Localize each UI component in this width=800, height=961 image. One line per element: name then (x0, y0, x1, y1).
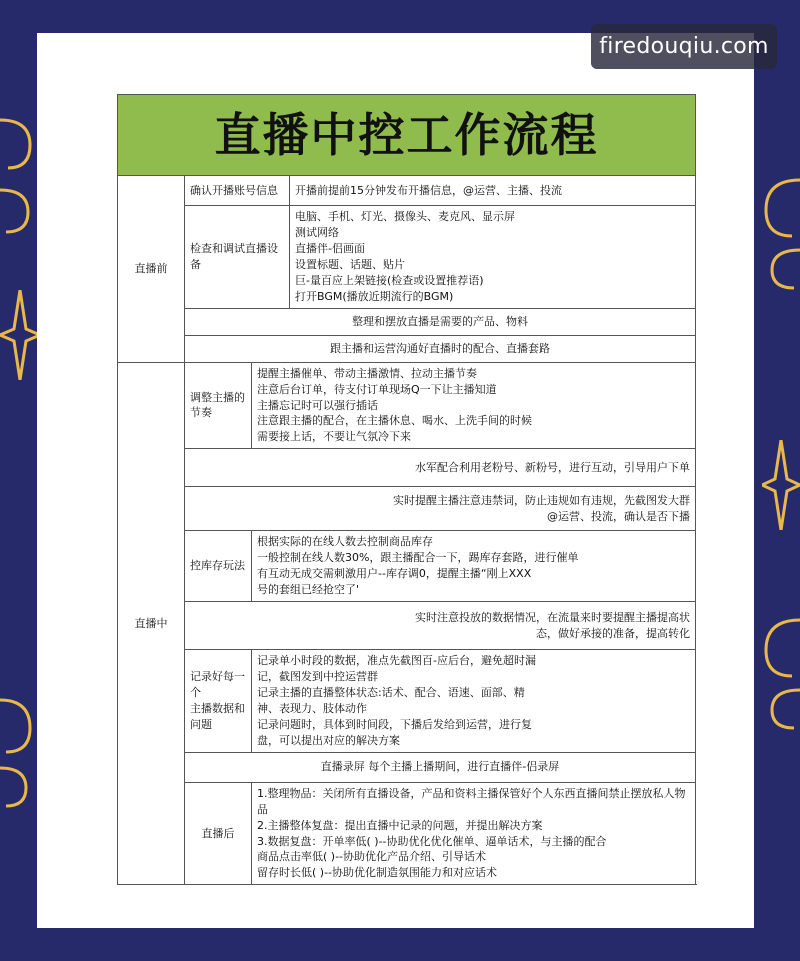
detail-line: 注意跟主播的配合，在主播休息、喝水、上洗手间的时候 (257, 414, 532, 428)
detail-line: 1.整理物品：关闭所有直播设备，产品和资料主播保管好个人东西直播间禁止摆放私人物品 (257, 786, 686, 816)
workflow-table (117, 94, 696, 885)
detail-line: 测试网络 (295, 225, 339, 239)
table-row (118, 449, 696, 487)
cloud-decoration-bottom-left (0, 690, 36, 810)
table-row (118, 335, 696, 362)
detail-line: 3.数据复盘：开单率低( )--协助优化优化催单、逼单话术，与主播的配合 (257, 834, 607, 848)
detail-line: 巨-量百应上架链接(检查或设置推荐语) (295, 273, 484, 287)
cloud-decoration-right (758, 170, 800, 290)
table-row (118, 782, 696, 885)
item-label-line: 节奏 (190, 406, 212, 420)
detail-line: 态，做好承接的准备，提高转化 (536, 626, 690, 640)
detail-line: 一般控制在线人数30%，跟主播配合一下，踢库存套路，进行催单 (257, 551, 579, 565)
full-row (185, 602, 696, 650)
detail-line: 注意后台订单，待支付订单现场Q一下让主播知道 (257, 382, 497, 396)
cloud-decoration-left (0, 100, 36, 240)
table-row (118, 752, 696, 782)
full-row: 跟主播和运营沟通好直播时的配合、直播套路 (185, 335, 696, 362)
detail-line: @运营、投流，确认是否下播 (547, 509, 690, 523)
full-row (185, 487, 696, 531)
detail-line: 记录单小时段的数据，准点先截图百-应后台，避免超时漏 (257, 654, 536, 668)
item-label-line: 主播数据和 (190, 701, 245, 715)
detail-line: 提醒主播催单、带动主播激情、拉动主播节奏 (257, 366, 477, 380)
phase-label-pre: 直播前 (118, 176, 185, 363)
table-row (118, 308, 696, 335)
detail-line: 号的套组已经抢空了' (257, 583, 360, 597)
item-detail: 开播前提前15分钟发布开播信息，@运营、主播、投流 (290, 176, 696, 206)
item-label-line: 记录好每一 (190, 670, 245, 683)
detail-line: 主播忘记时可以强行插话 (257, 398, 378, 412)
title-row (118, 95, 696, 176)
item-label: 确认开播账号信息 (185, 176, 290, 206)
phase-label-post: 直播后 (185, 782, 252, 885)
item-label (185, 362, 252, 449)
sparkle-decoration-right (762, 440, 800, 530)
item-detail (252, 362, 696, 449)
detail-line: 实时注意投放的数据情况，在流量来时要提醒主播提高状 (415, 610, 690, 624)
full-row: 整理和摆放直播是需要的产品、物料 (185, 308, 696, 335)
table-row (118, 650, 696, 753)
table-row (118, 362, 696, 449)
table-row (118, 531, 696, 602)
page-title: 直播中控工作流程 (118, 95, 696, 176)
item-detail (252, 531, 696, 602)
detail-line: 记录问题时，具体到时间段，下播后发给到运营，进行复 (257, 717, 532, 731)
table-row (118, 487, 696, 531)
cloud-decoration-bottom-right (758, 610, 800, 730)
item-label-line: 调整主播的 (190, 390, 245, 404)
item-label (185, 650, 252, 753)
table-row (118, 602, 696, 650)
item-label-line: 问题 (190, 717, 212, 731)
detail-line: 记，截图发到中控运营群 (257, 670, 378, 683)
detail-line: 根据实际的在线人数去控制商品库存 (257, 535, 433, 549)
item-detail (252, 650, 696, 753)
item-label: 控库存玩法 (185, 531, 252, 602)
detail-line: 留存时长低( )--协助优化制造氛围能力和对应话术 (257, 866, 498, 880)
detail-line: 电脑、手机、灯光、摄像头、麦克风、显示屏 (295, 210, 515, 223)
detail-line: 直播伴-侣画面 (295, 241, 365, 255)
full-row: 水军配合利用老粉号、新粉号，进行互动，引导用户下单 (185, 449, 696, 487)
detail-line: 打开BGM(播放近期流行的BGM) (295, 289, 454, 303)
watermark: firedouqiu.com (591, 24, 777, 69)
detail-line: 2.主播整体复盘：提出直播中记录的问题，并提出解决方案 (257, 818, 543, 832)
detail-line: 商品点击率低( )--协助优化产品介绍、引导话术 (257, 850, 487, 864)
item-label-line: 个 (190, 685, 201, 699)
table-row (118, 176, 696, 206)
detail-line: 需要接上话，不要让气氛冷下来 (257, 430, 411, 444)
detail-line: 有互动无成交需刺激用户--库存调0，提醒主播“刚上XXX (257, 567, 532, 581)
item-detail (290, 206, 696, 309)
detail-line: 设置标题、话题、贴片 (295, 257, 405, 271)
sparkle-decoration-left (0, 290, 40, 380)
detail-line: 实时提醒主播注意违禁词，防止违规如有违规，先截图发大群 (393, 493, 690, 507)
detail-line: 盘，可以提出对应的解决方案 (257, 733, 400, 747)
detail-line: 神、表现力、肢体动作 (257, 701, 367, 715)
item-detail (252, 782, 696, 885)
phase-label-live: 直播中 (118, 362, 185, 885)
detail-line: 记录主播的直播整体状态:话术、配合、语速、面部、精 (257, 685, 525, 699)
table-row (118, 206, 696, 309)
full-row: 直播录屏 每个主播上播期间，进行直播伴-侣录屏 (185, 752, 696, 782)
item-label: 检查和调试直播设备 (185, 206, 290, 309)
